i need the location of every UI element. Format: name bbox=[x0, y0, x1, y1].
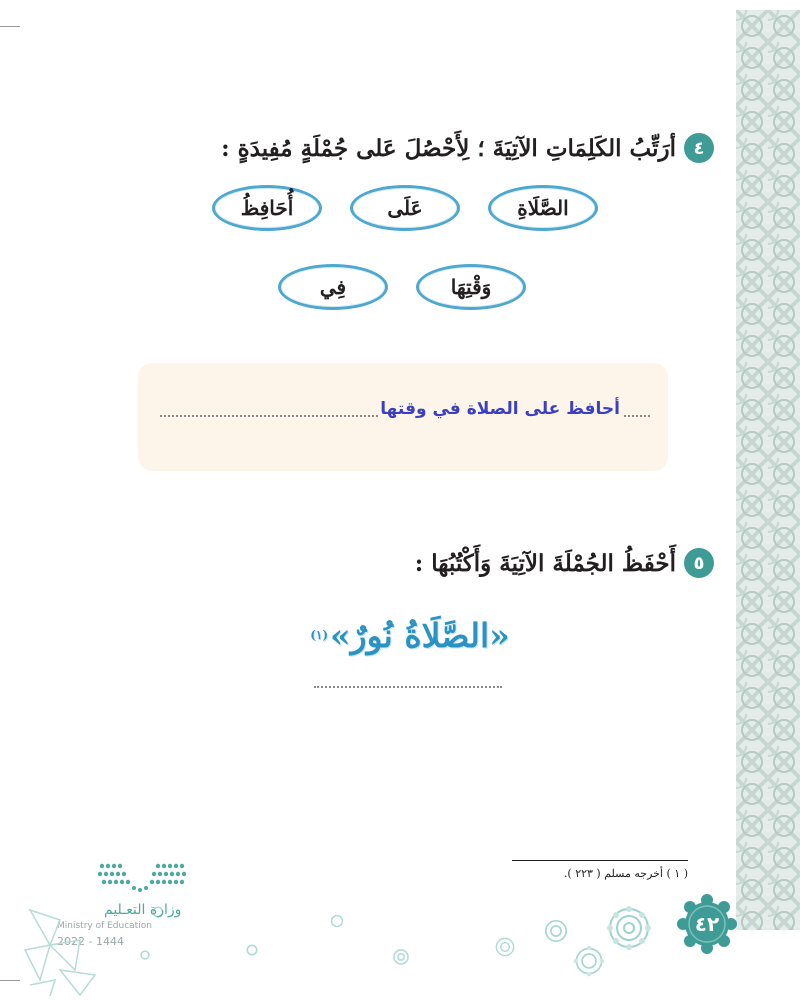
hadith-quote: «الصَّلَاةُ نُورٌ» bbox=[330, 615, 510, 655]
decorative-pattern-strip bbox=[736, 10, 800, 930]
ministry-name-english: Ministry of Education bbox=[57, 921, 152, 931]
answer-text[interactable]: أحافظ على الصلاة في وقتها bbox=[380, 399, 620, 419]
question-5-number: ٥ bbox=[684, 548, 714, 578]
word-card-2[interactable]: عَلَى bbox=[350, 185, 460, 231]
hadith-reference-mark: (١) bbox=[310, 628, 329, 642]
word-card-3[interactable]: أُحَافِظُ bbox=[212, 185, 322, 231]
word-card-5[interactable]: فِي bbox=[278, 264, 388, 310]
question-4-number: ٤ bbox=[684, 133, 714, 163]
rosette-icon bbox=[246, 944, 258, 956]
rosette-icon bbox=[494, 936, 516, 958]
answer-box bbox=[138, 363, 668, 471]
corner-geometric-decoration-icon bbox=[20, 900, 116, 996]
rosette-icon bbox=[392, 948, 410, 966]
rosette-icon bbox=[330, 914, 344, 928]
rosette-icon bbox=[140, 950, 150, 960]
footnote-rule bbox=[512, 860, 688, 861]
crop-mark-top-left bbox=[0, 26, 20, 27]
ministry-name-arabic: وزارة التعـليم bbox=[104, 902, 182, 918]
crop-mark-left bbox=[0, 980, 20, 981]
writing-dotted-line[interactable] bbox=[314, 686, 502, 688]
word-card-4[interactable]: وَقْتِهَا bbox=[416, 264, 526, 310]
word-card-1[interactable]: الصَّلَاةِ bbox=[488, 185, 598, 231]
hadith-text bbox=[310, 605, 510, 665]
rosette-icon bbox=[573, 945, 605, 977]
question-5-instruction: أَحْفَظُ الجُمْلَةَ الآتِيَةَ وَأَكْتُبُهَا : bbox=[414, 549, 676, 577]
rosette-icon bbox=[543, 918, 569, 944]
footnote: ( ١ ) أخرجه مسلم ( ٢٢٣ ). bbox=[563, 867, 688, 880]
ministry-logo-icon bbox=[96, 862, 192, 894]
question-4-heading bbox=[221, 133, 714, 163]
page-number: ٤٢ bbox=[694, 912, 720, 936]
question-5-heading bbox=[415, 548, 714, 578]
ministry-year: 2022 - 1444 bbox=[57, 935, 124, 948]
question-4-instruction: أرَتِّبُ الكَلِمَاتِ الآتِيَةَ ؛ لِأَحْصُلَ عَلى جُمْلَةٍ مُفِيدَةٍ : bbox=[221, 134, 676, 162]
rosette-icon bbox=[606, 905, 652, 951]
